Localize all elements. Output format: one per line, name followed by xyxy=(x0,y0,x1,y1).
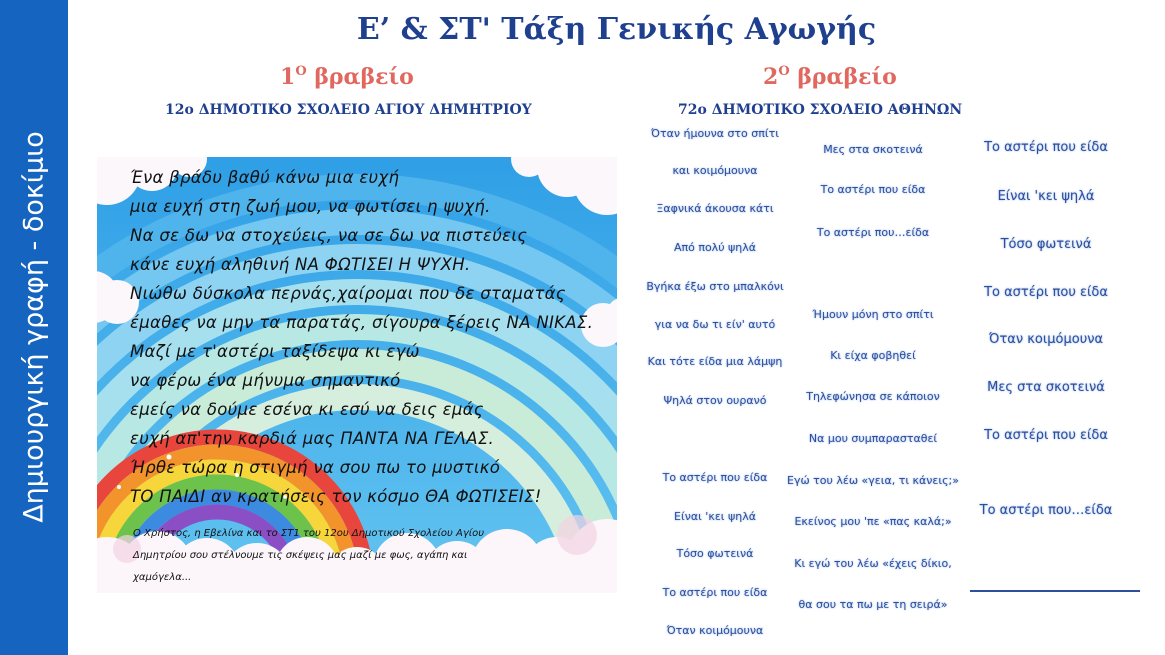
poem-line: κάνε ευχή αληθινή ΝΑ ΦΩΤΙΣΕΙ Η ΨΥΧΗ. xyxy=(130,255,471,274)
verse-line: Το αστέρι που…είδα xyxy=(979,503,1113,518)
poem-line: ευχή απ'την καρδιά μας ΠΑΝΤΑ ΝΑ ΓΕΛΑΣ. xyxy=(130,429,495,448)
first-prize-heading xyxy=(280,64,414,90)
verse-line: Όταν ήμουνα στο σπίτι xyxy=(651,127,779,140)
poem-line: μια ευχή στη ζωή μου, να φωτίσει η ψυχή. xyxy=(130,197,491,216)
signature-line: Δημητρίου σου στέλνουμε τις σκέψεις μας μαζί με φως, αγάπη και xyxy=(133,550,468,561)
verse-line: Το αστέρι που…είδα xyxy=(816,226,930,239)
first-prize-word: βραβείο xyxy=(314,64,414,90)
verse-line: θα σου τα πω με τη σειρά» xyxy=(798,598,948,611)
poem-line: Να σε δω να στοχεύεις, να σε δω να πιστεύεις xyxy=(130,226,528,245)
signature-line: Ο Χρήστος, η Εβελίνα και το ΣΤ1 του 12ου Δημοτικού Σχολείου Αγίου xyxy=(133,528,485,539)
verse-line: Να μου συμπαρασταθεί xyxy=(808,432,938,445)
verse-line: Ξαφνικά άκουσα κάτι xyxy=(656,202,774,215)
poem-line: Μαζί με τ'αστέρι ταξίδεψα κι εγώ xyxy=(130,342,420,361)
poem-line: ΤΟ ΠΑΙΔΙ αν κρατήσεις τον κόσμο ΘΑ ΦΩΤΙΣΕΙΣ! xyxy=(130,487,542,506)
verse-line: Εκείνος μου 'πε «πας καλά;» xyxy=(794,515,952,528)
poem-line: Ήρθε τώρα η στιγμή να σου πω το μυστικό xyxy=(130,458,501,477)
verse-line: Τηλεφώνησα σε κάποιον xyxy=(806,390,940,403)
verse-line: Το αστέρι που είδα xyxy=(984,140,1108,155)
poem-line: έμαθες να μην τα παρατάς, σίγουρα ξέρεις ΝΑ ΝΙΚΑΣ. xyxy=(130,313,594,332)
poem-text xyxy=(130,163,610,511)
verse-line: Ψηλά στον ουρανό xyxy=(663,394,767,407)
verse-line: Εγώ του λέω «γεια, τι κάνεις;» xyxy=(787,474,959,487)
divider-line xyxy=(970,590,1140,592)
verse-line: και κοιμόμουνα xyxy=(672,164,758,177)
page-title: Ε’ & ΣΤ' Τάξη Γενικής Αγωγής xyxy=(356,12,877,47)
second-prize-sup: Ο xyxy=(778,64,790,79)
verse-line: Ήμουν μόνη στο σπίτι xyxy=(812,308,934,321)
verse-line: Μες στα σκοτεινά xyxy=(987,380,1105,395)
verse-line: Είναι 'κει ψηλά xyxy=(997,189,1095,204)
signature-line: χαμόγελα... xyxy=(133,572,192,583)
poem-line: Νιώθω δύσκολα περνάς,χαίρομαι που δε σταματάς xyxy=(130,284,566,303)
side-bar xyxy=(0,0,68,655)
verse-line: Όταν κοιμόμουνα xyxy=(666,624,764,637)
second-prize-word: βραβείο xyxy=(797,64,897,90)
poem-line: να φέρω ένα μήνυμα σημαντικό xyxy=(130,371,401,390)
second-school-name: 72ο ΔΗΜΟΤΙΚΟ ΣΧΟΛΕΙΟ ΑΘΗΝΩΝ xyxy=(678,102,963,118)
side-label: Δημιουργική γραφή - δοκίμιο xyxy=(18,131,50,523)
second-prize-number: 2 xyxy=(763,64,779,90)
verse-line: Τόσο φωτεινά xyxy=(676,547,754,560)
verse-line: Και τότε είδα μια λάμψη xyxy=(647,355,783,368)
verse-line: Το αστέρι που είδα xyxy=(820,183,926,196)
second-prize-heading xyxy=(763,64,897,90)
first-prize-sup: Ο xyxy=(295,64,307,79)
verse-line: Το αστέρι που είδα xyxy=(662,471,768,484)
verse-line: Τόσο φωτεινά xyxy=(1000,237,1092,252)
verse-line: Μες στα σκοτεινά xyxy=(823,143,923,156)
verse-line: Βγήκα έξω στο μπαλκόνι xyxy=(646,280,784,293)
poem-line: Ένα βράδυ βαθύ κάνω μια ευχή xyxy=(130,168,400,187)
verse-line: Είναι 'κει ψηλά xyxy=(674,510,756,523)
poem-poster xyxy=(97,157,617,593)
verse-line: Το αστέρι που είδα xyxy=(984,285,1108,300)
verse-line: Κι εγώ του λέω «έχεις δίκιο, xyxy=(794,557,952,570)
poem-signature xyxy=(133,523,603,589)
first-school-name: 12ο ΔΗΜΟΤΙΚΟ ΣΧΟΛΕΙΟ ΑΓΙΟΥ ΔΗΜΗΤΡΙΟΥ xyxy=(165,102,532,118)
verse-line: για να δω τι είν' αυτό xyxy=(654,318,776,331)
verse-line: Το αστέρι που είδα xyxy=(662,586,768,599)
verse-line: Κι είχα φοβηθεί xyxy=(830,349,916,362)
verse-line: Το αστέρι που είδα xyxy=(984,428,1108,443)
first-prize-number: 1 xyxy=(280,64,296,90)
verse-line: Από πολύ ψηλά xyxy=(673,241,757,254)
poem-line: εμείς να δούμε εσένα κι εσύ να δεις εμάς xyxy=(130,400,484,419)
verse-line: Όταν κοιμόμουνα xyxy=(988,332,1104,347)
